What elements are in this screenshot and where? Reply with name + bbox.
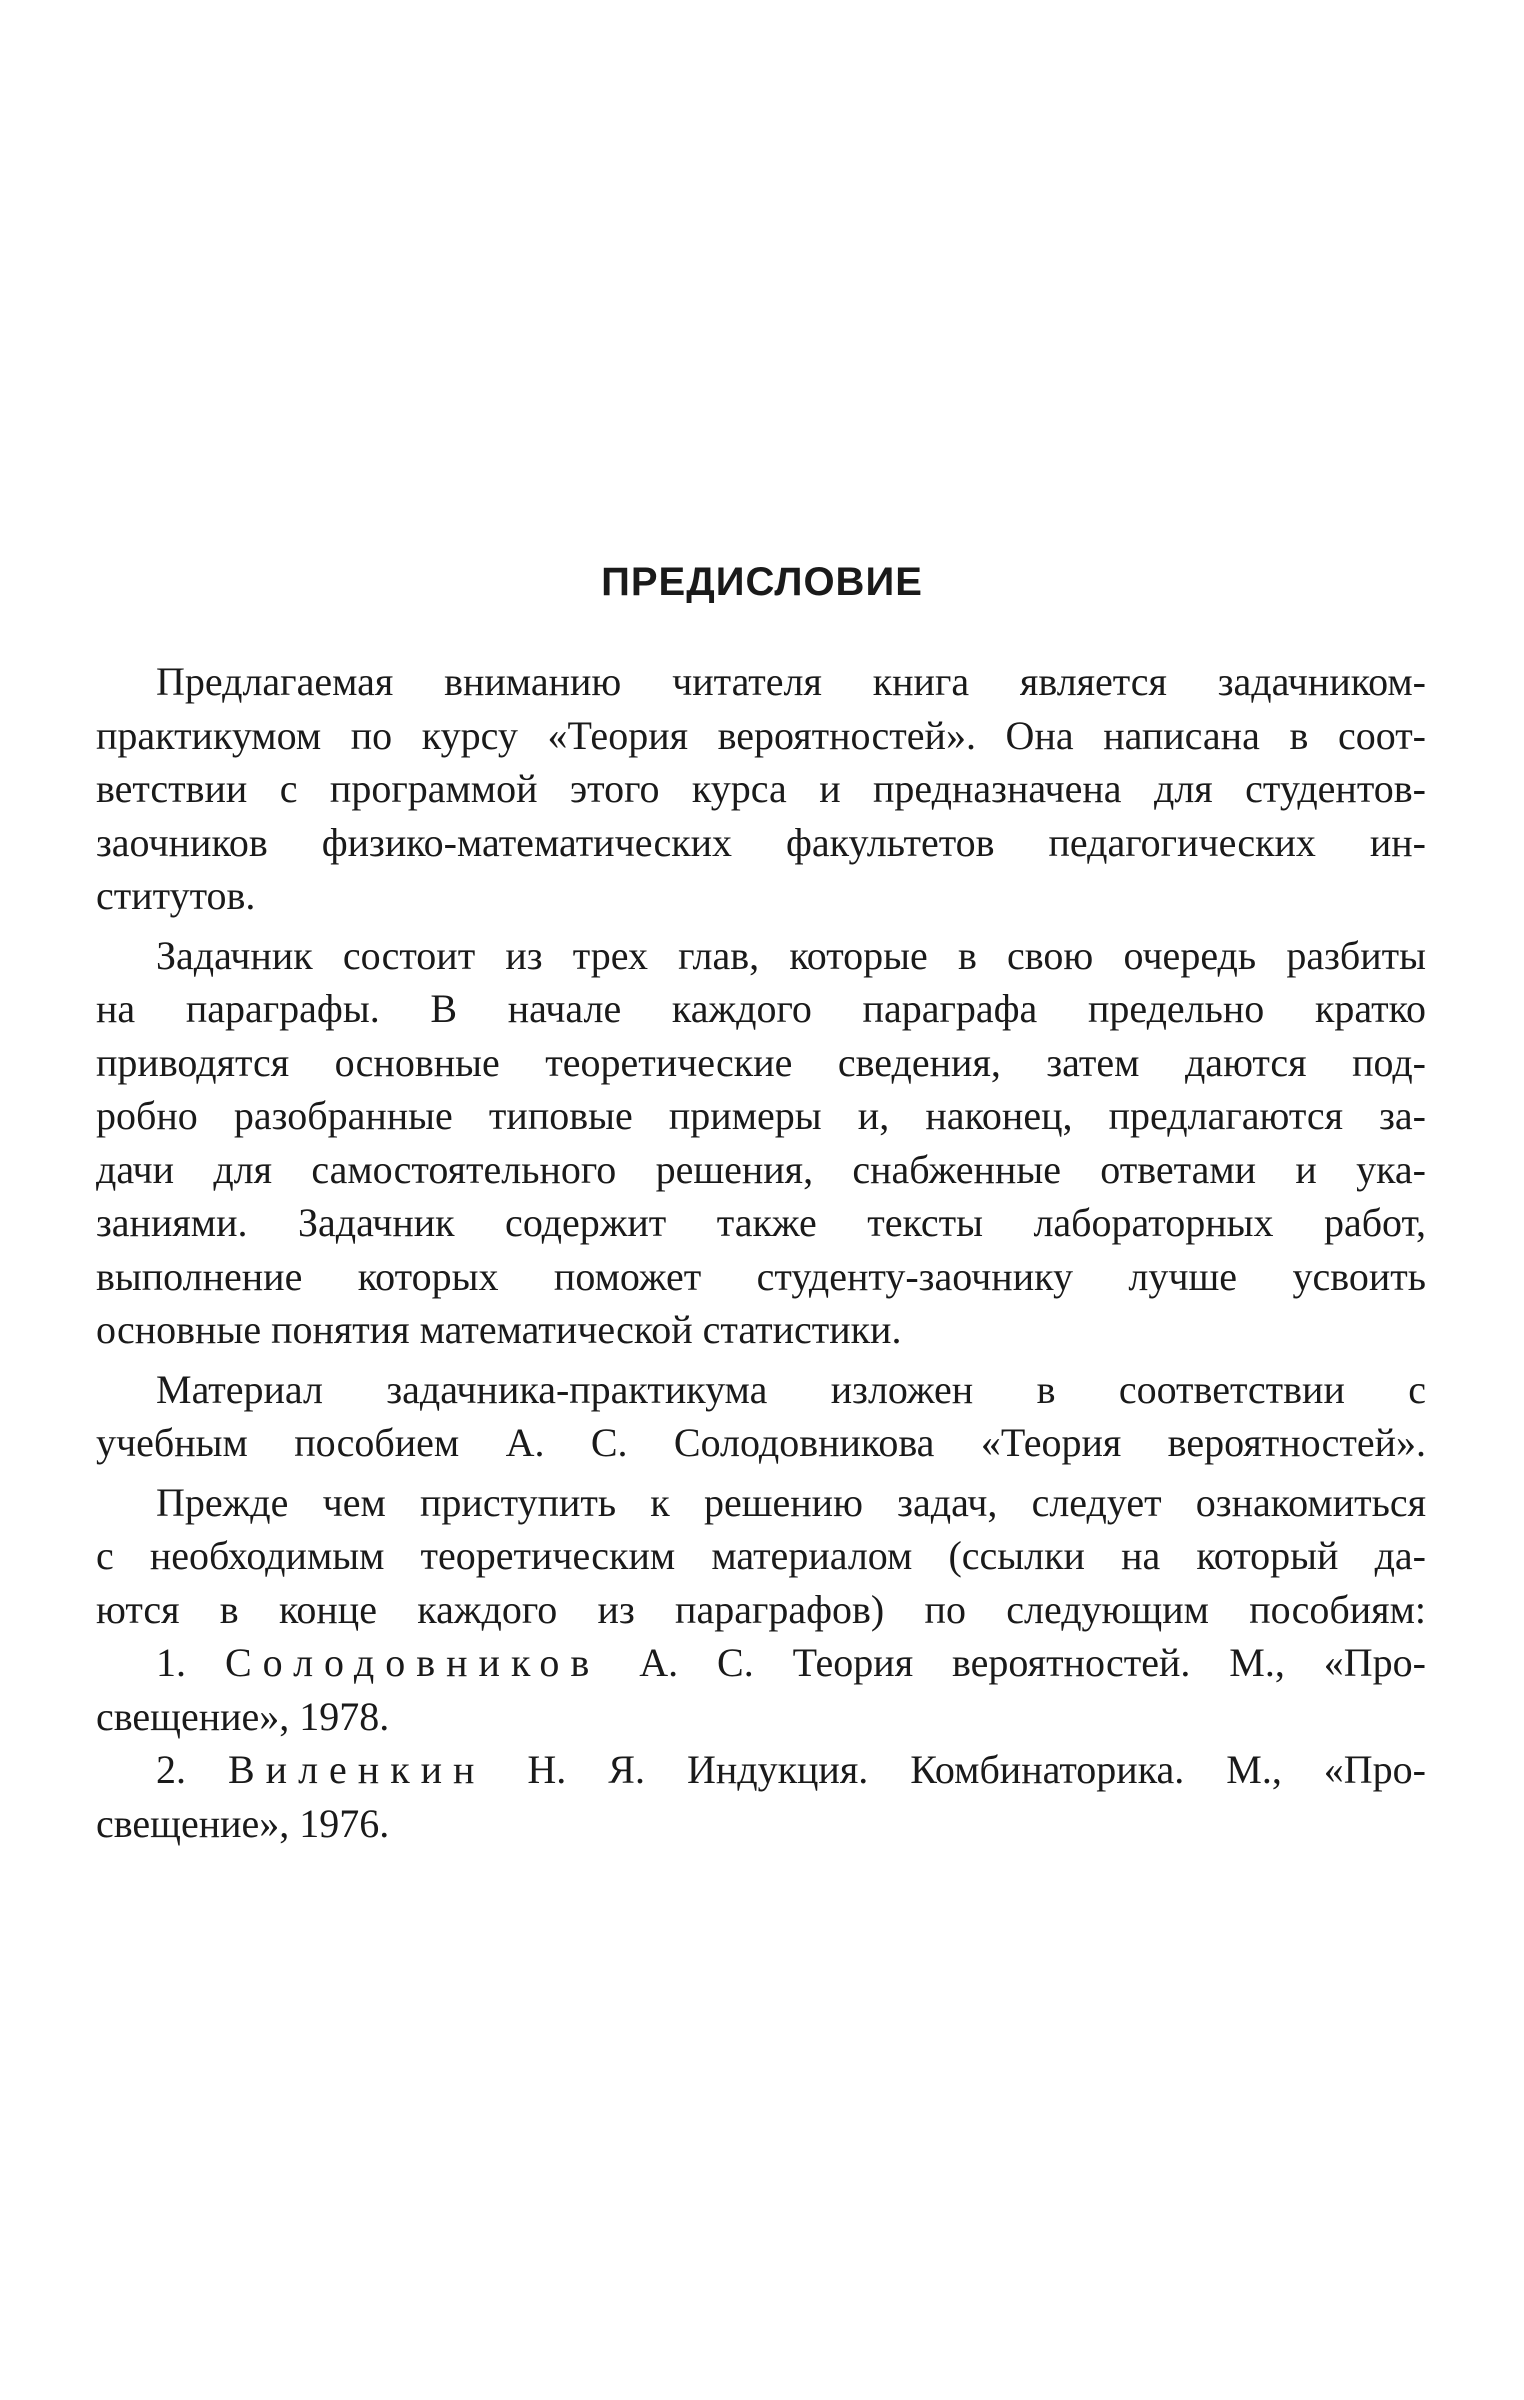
reference-line: свещение», 1976. bbox=[96, 1800, 390, 1846]
reference-number: 2. bbox=[156, 1747, 186, 1792]
paragraph-line: Предлагаемая вниманию читателя книга является задачником- bbox=[156, 659, 1426, 704]
reference-line: свещение», 1978. bbox=[96, 1693, 390, 1739]
reference-author: Солодовников bbox=[224, 1640, 601, 1685]
preface-body bbox=[96, 655, 1426, 1850]
paragraph-line: заочников физико-математических факультетов педагогических ин- bbox=[96, 819, 1426, 865]
paragraph-line: ветствии с программой этого курса и предназначена для студентов- bbox=[96, 766, 1426, 811]
paragraph-line: дачи для самостоятельного решения, снабженные ответами и ука- bbox=[96, 1146, 1426, 1192]
paragraph-line: Прежде чем приступить к решению задач, следует ознакомиться bbox=[156, 1479, 1426, 1525]
paragraph-line: ститутов. bbox=[96, 873, 256, 918]
paragraph-3 bbox=[96, 1363, 1426, 1470]
reference-list bbox=[96, 1636, 1426, 1850]
paragraph-2 bbox=[96, 929, 1426, 1357]
paragraph-line: Материал задачника-практикума изложен в соответствии с bbox=[156, 1366, 1426, 1412]
reference-item bbox=[96, 1743, 1426, 1850]
paragraph-line: приводятся основные теоретические сведения, затем даются под- bbox=[96, 1039, 1426, 1085]
paragraph-line: с необходимым теоретическим материалом (ссылки на который да- bbox=[96, 1533, 1426, 1578]
reference-author: Виленкин bbox=[227, 1747, 486, 1792]
reference-number: 1. bbox=[156, 1640, 186, 1685]
reference-line bbox=[96, 1743, 1426, 1797]
paragraph-4 bbox=[96, 1476, 1426, 1637]
paragraph-line: заниями. Задачник содержит также тексты лабораторных работ, bbox=[96, 1200, 1426, 1245]
paragraph-line: на параграфы. В начале каждого параграфа предельно кратко bbox=[96, 986, 1426, 1031]
reference-item bbox=[96, 1636, 1426, 1743]
paragraph-line: робно разобранные типовые примеры и, наконец, предлагаются за- bbox=[96, 1093, 1426, 1138]
paragraph-line: ются в конце каждого из параграфов) по следующим пособиям: bbox=[96, 1586, 1426, 1632]
reference-line bbox=[96, 1636, 1426, 1690]
paragraph-line: выполнение которых поможет студенту-заочнику лучше усвоить bbox=[96, 1253, 1426, 1299]
paragraph-line: основные понятия математической статистики. bbox=[96, 1307, 902, 1352]
paragraph-1 bbox=[96, 655, 1426, 923]
reference-details: А. С. Теория вероятностей. М., «Про- bbox=[639, 1640, 1426, 1685]
paragraph-line: учебным пособием А. С. Солодовникова «Теория вероятностей». bbox=[96, 1420, 1426, 1465]
reference-details: Н. Я. Индукция. Комбинаторика. М., «Про- bbox=[527, 1747, 1427, 1792]
page-title: ПРЕДИСЛОВИЕ bbox=[601, 560, 923, 604]
paragraph-line: Задачник состоит из трех глав, которые в свою очередь разбиты bbox=[156, 932, 1426, 978]
paragraph-line: практикумом по курсу «Теория вероятностей». Она написана в соот- bbox=[96, 712, 1426, 758]
